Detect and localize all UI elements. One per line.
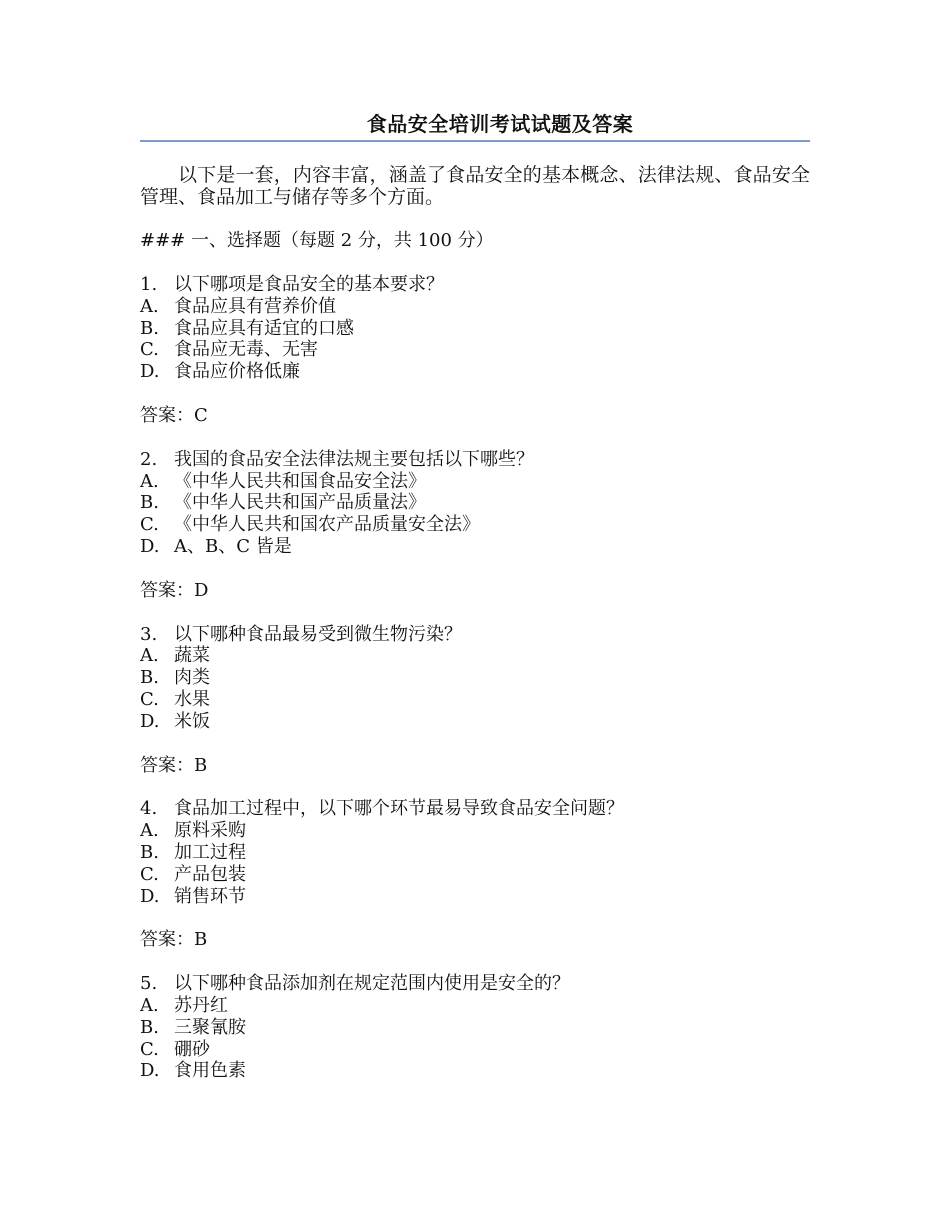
option-letter: D. bbox=[140, 710, 160, 732]
option-text: 三聚氰胺 bbox=[174, 1016, 246, 1038]
option-line bbox=[140, 995, 810, 1017]
question-block bbox=[140, 274, 810, 427]
option-line bbox=[140, 842, 810, 864]
question-stem bbox=[140, 449, 810, 471]
option-letter: C. bbox=[140, 863, 159, 885]
question-stem bbox=[140, 973, 810, 995]
option-letter: A. bbox=[140, 645, 159, 667]
option-line bbox=[140, 1039, 810, 1061]
option-text: 原料采购 bbox=[174, 820, 246, 842]
section-heading: ### 一、选择题（每题 2 分，共 100 分） bbox=[140, 230, 494, 251]
option-text: 食品应无毒、无害 bbox=[174, 339, 318, 361]
option-text: 蔬菜 bbox=[174, 645, 210, 667]
option-letter: B. bbox=[140, 317, 159, 339]
option-letter: B. bbox=[140, 667, 159, 689]
option-line bbox=[140, 361, 810, 383]
question-text: 以下哪种食品添加剂在规定范围内使用是安全的？ bbox=[174, 973, 570, 995]
question-number: 3. bbox=[140, 623, 158, 645]
option-line bbox=[140, 339, 810, 361]
answer-label: 答案： bbox=[140, 404, 194, 426]
document-page bbox=[140, 110, 810, 1082]
option-line bbox=[140, 864, 810, 886]
option-letter: A. bbox=[140, 295, 159, 317]
option-letter: A. bbox=[140, 994, 159, 1016]
answer-label: 答案： bbox=[140, 929, 194, 951]
option-letter: C. bbox=[140, 1038, 159, 1060]
question-list bbox=[140, 274, 810, 1082]
intro-paragraph: 以下是一套，内容丰富，涵盖了食品安全的基本概念、法律法规、食品安全管理、食品加工与储存等多个方面。 bbox=[140, 164, 810, 208]
option-line bbox=[140, 514, 810, 536]
option-line bbox=[140, 318, 810, 340]
option-text: 苏丹红 bbox=[174, 994, 228, 1016]
option-line bbox=[140, 296, 810, 318]
answer-line bbox=[140, 929, 810, 951]
question-number: 1. bbox=[140, 274, 158, 295]
option-text: 食品应具有适宜的口感 bbox=[174, 317, 354, 339]
option-line bbox=[140, 667, 810, 689]
answer-line bbox=[140, 405, 810, 427]
option-text: 销售环节 bbox=[174, 885, 246, 907]
question-block bbox=[140, 973, 810, 1082]
title-underline bbox=[140, 140, 810, 142]
option-letter: A. bbox=[140, 820, 159, 842]
option-text: 《中华人民共和国食品安全法》 bbox=[174, 470, 426, 492]
option-letter: C. bbox=[140, 688, 159, 710]
answer-value: B bbox=[194, 929, 208, 951]
question-text: 我国的食品安全法律法规主要包括以下哪些？ bbox=[174, 448, 534, 470]
option-text: 食品应价格低廉 bbox=[174, 361, 300, 383]
option-line bbox=[140, 1060, 810, 1082]
option-text: 米饭 bbox=[174, 710, 210, 732]
option-text: 食用色素 bbox=[174, 1060, 246, 1082]
question-number: 2. bbox=[140, 448, 158, 470]
option-text: 《中华人民共和国产品质量法》 bbox=[174, 492, 426, 514]
option-letter: B. bbox=[140, 1016, 159, 1038]
question-block bbox=[140, 798, 810, 951]
question-block bbox=[140, 624, 810, 777]
option-letter: D. bbox=[140, 1060, 160, 1082]
option-letter: D. bbox=[140, 885, 160, 907]
option-text: 硼砂 bbox=[174, 1038, 210, 1060]
answer-value: D bbox=[194, 579, 209, 601]
option-text: 食品应具有营养价值 bbox=[174, 295, 336, 317]
answer-value: B bbox=[194, 754, 208, 776]
option-letter: C. bbox=[140, 514, 159, 536]
option-letter: A. bbox=[140, 470, 159, 492]
option-letter: B. bbox=[140, 492, 159, 514]
option-text: 肉类 bbox=[174, 667, 210, 689]
question-number: 5. bbox=[140, 973, 158, 995]
option-text: 水果 bbox=[174, 688, 210, 710]
option-letter: C. bbox=[140, 339, 159, 361]
option-line bbox=[140, 886, 810, 908]
option-line bbox=[140, 536, 810, 558]
option-letter: B. bbox=[140, 841, 159, 863]
question-stem bbox=[140, 624, 810, 646]
question-text: 食品加工过程中，以下哪个环节最易导致食品安全问题？ bbox=[174, 798, 624, 820]
option-line bbox=[140, 689, 810, 711]
question-text: 以下哪种食品最易受到微生物污染？ bbox=[174, 623, 462, 645]
option-line bbox=[140, 492, 810, 514]
option-text: 加工过程 bbox=[174, 841, 246, 863]
option-letter: D. bbox=[140, 361, 160, 383]
option-text: 产品包装 bbox=[174, 863, 246, 885]
question-stem bbox=[140, 798, 810, 820]
option-text: 《中华人民共和国农产品质量安全法》 bbox=[174, 514, 480, 536]
option-line bbox=[140, 820, 810, 842]
answer-line bbox=[140, 580, 810, 602]
option-line bbox=[140, 711, 810, 733]
option-line bbox=[140, 471, 810, 493]
option-line bbox=[140, 1017, 810, 1039]
option-text: A、B、C 皆是 bbox=[174, 535, 292, 557]
document-title: 食品安全培训考试试题及答案 bbox=[366, 112, 634, 136]
option-letter: D. bbox=[140, 535, 160, 557]
answer-value: C bbox=[194, 404, 208, 426]
answer-label: 答案： bbox=[140, 579, 194, 601]
question-block bbox=[140, 449, 810, 602]
answer-line bbox=[140, 755, 810, 777]
question-text: 以下哪项是食品安全的基本要求？ bbox=[174, 274, 444, 295]
answer-label: 答案： bbox=[140, 754, 194, 776]
question-stem bbox=[140, 274, 810, 296]
option-line bbox=[140, 645, 810, 667]
question-number: 4. bbox=[140, 798, 158, 820]
